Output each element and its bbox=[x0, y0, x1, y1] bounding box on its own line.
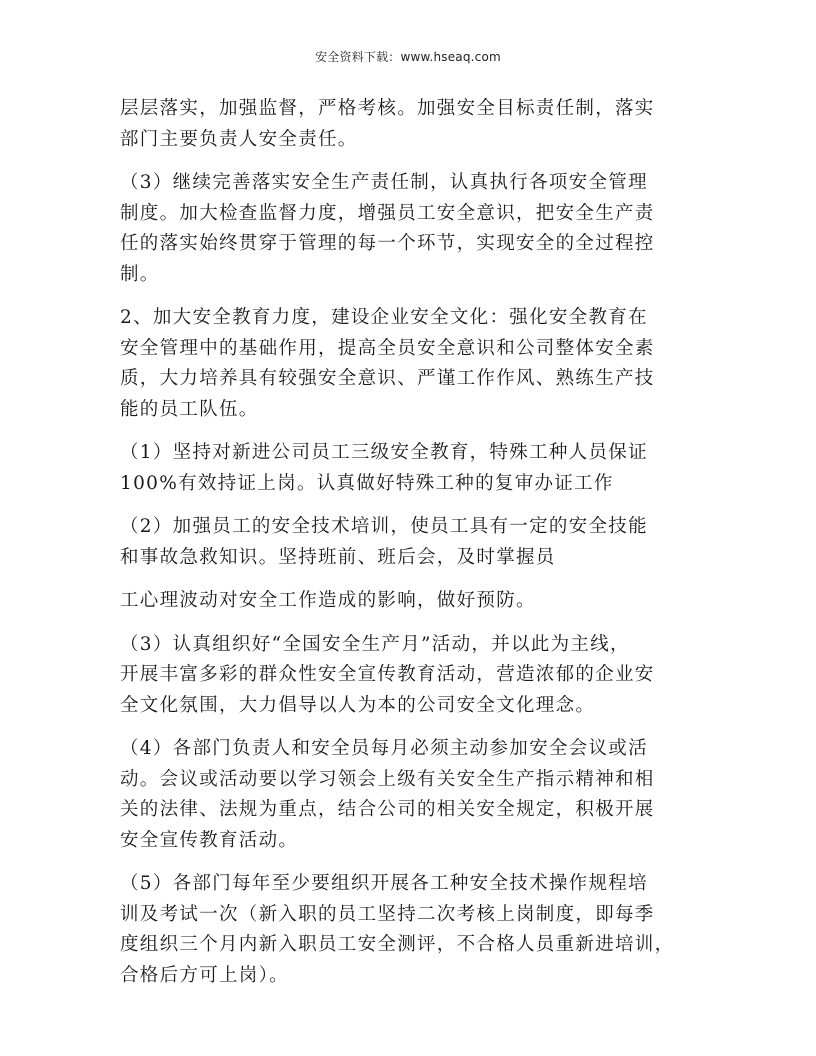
paragraph-line: 训及考试一次（新入职的员工坚持二次考核上岗制度，即每季 bbox=[120, 903, 655, 925]
paragraph-line: 制度。加大检查监督力度，增强员工安全意识，把安全生产责 bbox=[120, 202, 655, 224]
paragraph-8 bbox=[120, 734, 700, 856]
paragraph-6 bbox=[120, 586, 700, 617]
paragraph-4 bbox=[120, 438, 700, 499]
paragraph-line: 全文化氛围，大力倡导以人为本的公司安全文化理念。 bbox=[120, 694, 596, 716]
paragraph-line: 安全管理中的基础作用，提高全员安全意识和公司整体安全素 bbox=[120, 337, 655, 359]
paragraph-line: 制。 bbox=[120, 263, 160, 285]
paragraph-line: 层层落实，加强监督，严格考核。加强安全目标责任制，落实 bbox=[120, 98, 655, 119]
page-header: 安全资料下载：www.hseaq.com bbox=[315, 50, 501, 64]
paragraph-line: （3）认真组织好“全国安全生产月”活动，并以此为主线， bbox=[120, 633, 630, 655]
paragraph-7 bbox=[120, 630, 700, 722]
paragraph-line: （2）加强员工的安全技术培训，使员工具有一定的安全技能 bbox=[120, 516, 648, 537]
paragraph-line: （3）继续完善落实安全生产责任制，认真执行各项安全管理 bbox=[120, 172, 648, 193]
paragraph-line: 合格后方可上岗）。 bbox=[120, 964, 289, 986]
paragraph-line: 100%有效持证上岗。认真做好特殊工种的复审办证工作 bbox=[120, 472, 614, 494]
paragraph-line: 关的法律、法规为重点，结合公司的相关安全规定，积极开展 bbox=[120, 799, 655, 820]
paragraph-line: （1）坚持对新进公司员工三级安全教育，特殊工种人员保证 bbox=[120, 442, 648, 463]
paragraph-line: 任的落实始终贯穿于管理的每一个环节，实现安全的全过程控 bbox=[120, 233, 655, 254]
paragraph-line: 质，大力培养具有较强安全意识、严谨工作作风、熟练生产技 bbox=[120, 368, 655, 389]
paragraph-line: 和事故急救知识。坚持班前、班后会，及时掌握员 bbox=[120, 546, 556, 568]
paragraph-2 bbox=[120, 168, 700, 290]
paragraph-1 bbox=[120, 94, 700, 155]
paragraph-line: 2、加大安全教育力度，建设企业安全文化：强化安全教育在 bbox=[120, 307, 648, 328]
paragraph-line: 安全宣传教育活动。 bbox=[120, 829, 299, 851]
paragraph-line: 开展丰富多彩的群众性安全宣传教育活动，营造浓郁的企业安 bbox=[120, 664, 655, 685]
paragraph-line: （4）各部门负责人和安全员每月必须主动参加安全会议或活 bbox=[120, 738, 648, 759]
paragraph-9 bbox=[120, 869, 700, 991]
document-body bbox=[120, 94, 700, 1004]
paragraph-line: 部门主要负责人安全责任。 bbox=[120, 128, 358, 150]
paragraph-line: 度组织三个月内新入职员工安全测评，不合格人员重新进培训， bbox=[120, 934, 675, 955]
paragraph-line: （5）各部门每年至少要组织开展各工种安全技术操作规程培 bbox=[120, 873, 648, 894]
paragraph-3 bbox=[120, 303, 700, 425]
paragraph-line: 动。会议或活动要以学习领会上级有关安全生产指示精神和相 bbox=[120, 768, 655, 790]
paragraph-line: 工心理波动对安全工作造成的影响，做好预防。 bbox=[120, 590, 536, 611]
paragraph-line: 能的员工队伍。 bbox=[120, 398, 259, 420]
paragraph-5 bbox=[120, 512, 700, 573]
